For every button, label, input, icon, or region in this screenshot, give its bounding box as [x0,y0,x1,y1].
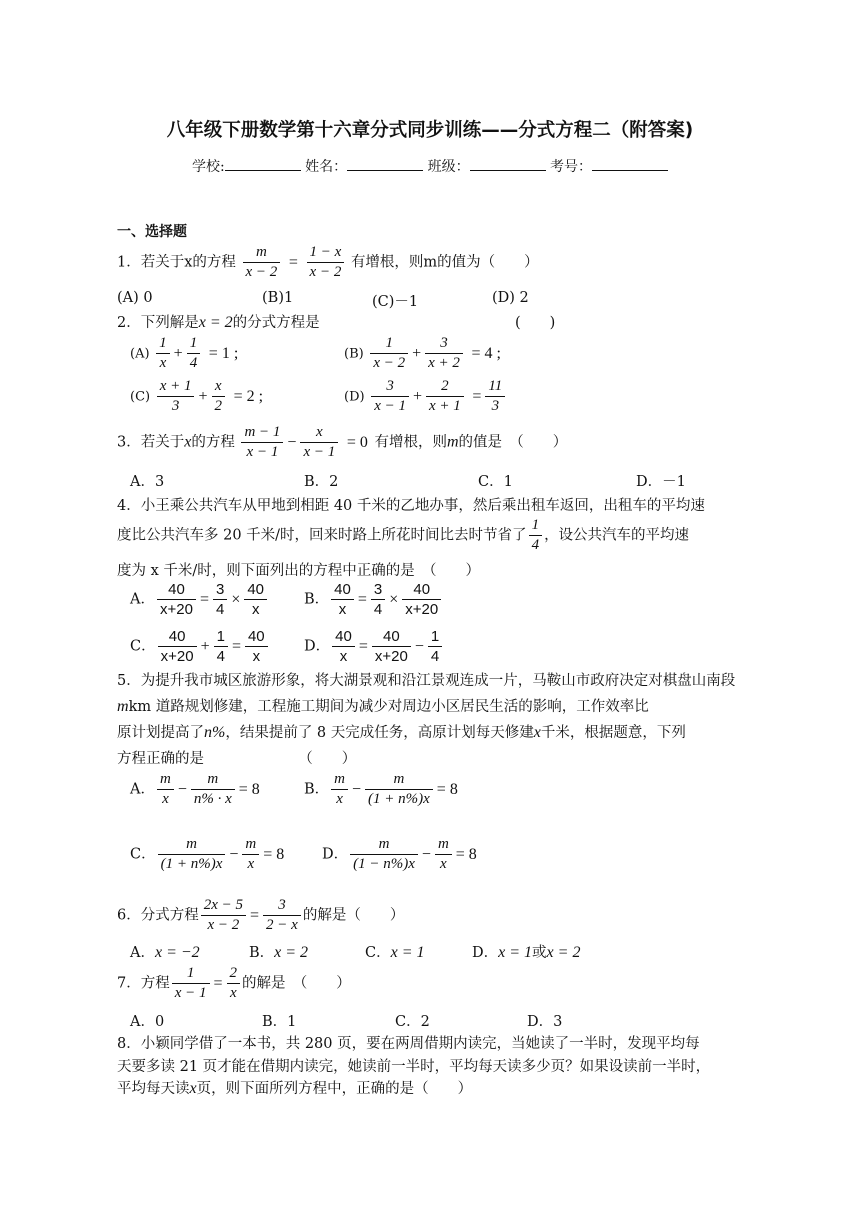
q2-text-end: 的分式方程是 [232,315,320,331]
name-label: 姓名： [305,159,348,175]
question-1: 1．若关于x的方程 $\frac{m}{x - 2}$ = $\frac{1 - x}{x - 2}$ 有增根，则m的值为（ ） [117,244,539,280]
q2-option-b[interactable]: (B) $\frac{1}{x - 2}$ + $\frac{3}{x + 2}$ = 4 ; [344,335,501,371]
name-blank[interactable] [347,158,423,171]
question-7: 7．方程 $\frac{1}{x - 1}$ = $\frac{2}{x}$ 的解是 （ ） [117,965,351,1001]
q2-option-c[interactable]: (C) $\frac{x + 1}{3}$ + $\frac{x}{2}$ = 2 ; [130,378,264,414]
q3-option-c[interactable]: C．1 [478,474,513,490]
q1-text: 1．若关于x的方程 [117,254,236,271]
question-2 [117,311,320,332]
q1-fraction-1: $\frac{m}{x - 2}$ [243,243,281,282]
q1-option-c[interactable]: (C)－1 [372,294,419,310]
number-blank[interactable] [592,158,668,171]
class-blank[interactable] [470,158,546,171]
q7-option-d[interactable]: D．3 [527,1014,563,1030]
number-label: 考号： [550,159,593,175]
question-4-line-3: 度为 x 千米/时，则下面列出的方程中正确的是 （ ） [117,563,481,579]
question-8-line-1: 8．小颖同学借了一本书，共 280 页，要在两周借期内读完，当她读了一半时，发现平均每 [117,1036,700,1052]
question-5: 5．为提升我市城区旅游形象，将大湖景观和沿江景观连成一片，马鞍山市政府决定对棋盘山南段mkm 道路规划修建，工程施工期间为减少对周边小区居民生活的影响，工作效率比 原计划提高了n%，结果提前了 8 天完成任务，高原计划每天修建x千米，根据题意，下列 方程正确的是 （ ） [117,673,736,767]
q4-option-d[interactable]: D． $\frac{40}{x}$ = $\frac{40}{x+20}$ − $\frac{1}{4}$ [304,627,444,666]
question-4-line-1: 4．小王乘公共汽车从甲地到相距 40 千米的乙地办事，然后乘出租车返回，出租车的平均速 [117,498,705,514]
q7-option-b[interactable]: B．1 [262,1014,297,1030]
q6-option-b[interactable]: B．x = 2 [249,944,309,961]
school-label: 学校: [191,159,225,175]
q3-option-a[interactable]: A．3 [130,474,165,490]
question-6: 6．分式方程 $\frac{2x - 5}{x - 2}$ = $\frac{3}{2 - x}$ 的解是（ ） [117,897,405,933]
q3-option-d[interactable]: D．－1 [636,474,686,490]
q1-option-a[interactable]: (A) 0 [117,290,153,306]
q7-option-a[interactable]: A．0 [130,1014,165,1030]
q4-option-c[interactable]: C． $\frac{40}{x+20}$ + $\frac{1}{4}$ = $\frac{40}{x}$ [130,627,270,666]
question-8-line-2: 天要多读 21 页才能在借期内读完，她读前一半时，平均每天读多少页？如果设读前一半时， [117,1059,711,1075]
question-8-line-3: 平均每天读x页，则下面所列方程中，正确的是（ ） [117,1080,473,1097]
q2-text: 2．下列解是 [117,315,199,331]
q1-option-d[interactable]: (D) 2 [492,290,529,306]
q5-option-c[interactable]: C． $\frac{m}{(1 + n\%)x}$ − $\frac{m}{x}$ = 8 [130,836,285,872]
q5-option-d[interactable]: D． $\frac{m}{(1 - n\%)x}$ − $\frac{m}{x}$ = 8 [322,836,477,872]
q6-option-a[interactable]: A．x = −2 [130,944,200,961]
q7-option-c[interactable]: C．2 [395,1014,430,1030]
school-blank[interactable] [225,158,301,171]
q2-answer-paren: ( ) [515,315,556,331]
q5-option-b[interactable]: B． $\frac{m}{x}$ − $\frac{m}{(1 + n\%)x}$ = 8 [304,771,458,807]
class-label: 班级： [427,159,470,175]
q2-equation: x = 2 [198,314,233,331]
student-info-line [0,156,860,176]
question-3: 3．若关于x的方程 $\frac{m - 1}{x - 1}$ − $\frac{x}{x - 1}$ = 0 有增根，则m的值是 （ ） [117,424,568,460]
q4-option-b[interactable]: B． $\frac{40}{x}$ = $\frac{3}{4}$ × $\frac{40}{x+20}$ [304,580,443,619]
q6-option-d[interactable]: D．x = 1或x = 2 [472,944,581,961]
q1-fraction-2: $\frac{1 - x}{x - 2}$ [307,243,345,282]
q2-option-d[interactable]: (D) $\frac{3}{x - 1}$ + $\frac{2}{x + 1}$ = $\frac{11}{3}$ [344,377,507,416]
page-title: 八年级下册数学第十六章分式同步训练——分式方程二（附答案) [166,120,694,141]
q1-option-b[interactable]: (B)1 [262,290,294,306]
q4-option-a[interactable]: A． $\frac{40}{x+20}$ = $\frac{3}{4}$ × $\frac{40}{x}$ [130,580,269,619]
q2-option-a[interactable]: (A) $\frac{1}{x}$ + $\frac{1}{4}$ = 1 ; [130,335,239,371]
question-4-line-2: 度比公共汽车多 20 千米/时，回来时路上所花时间比去时节省了 $\frac{1}{4}$ ，设公共汽车的平均速 [117,517,690,553]
q3-option-b[interactable]: B．2 [304,474,339,490]
q1-text-end: 有增根，则m的值为（ ） [350,254,539,271]
q6-option-c[interactable]: C．x = 1 [365,944,425,961]
q5-option-a[interactable]: A． $\frac{m}{x}$ − $\frac{m}{n\% \cdot x}$ = 8 [130,771,260,807]
section-heading: 一、选择题 [117,224,187,240]
